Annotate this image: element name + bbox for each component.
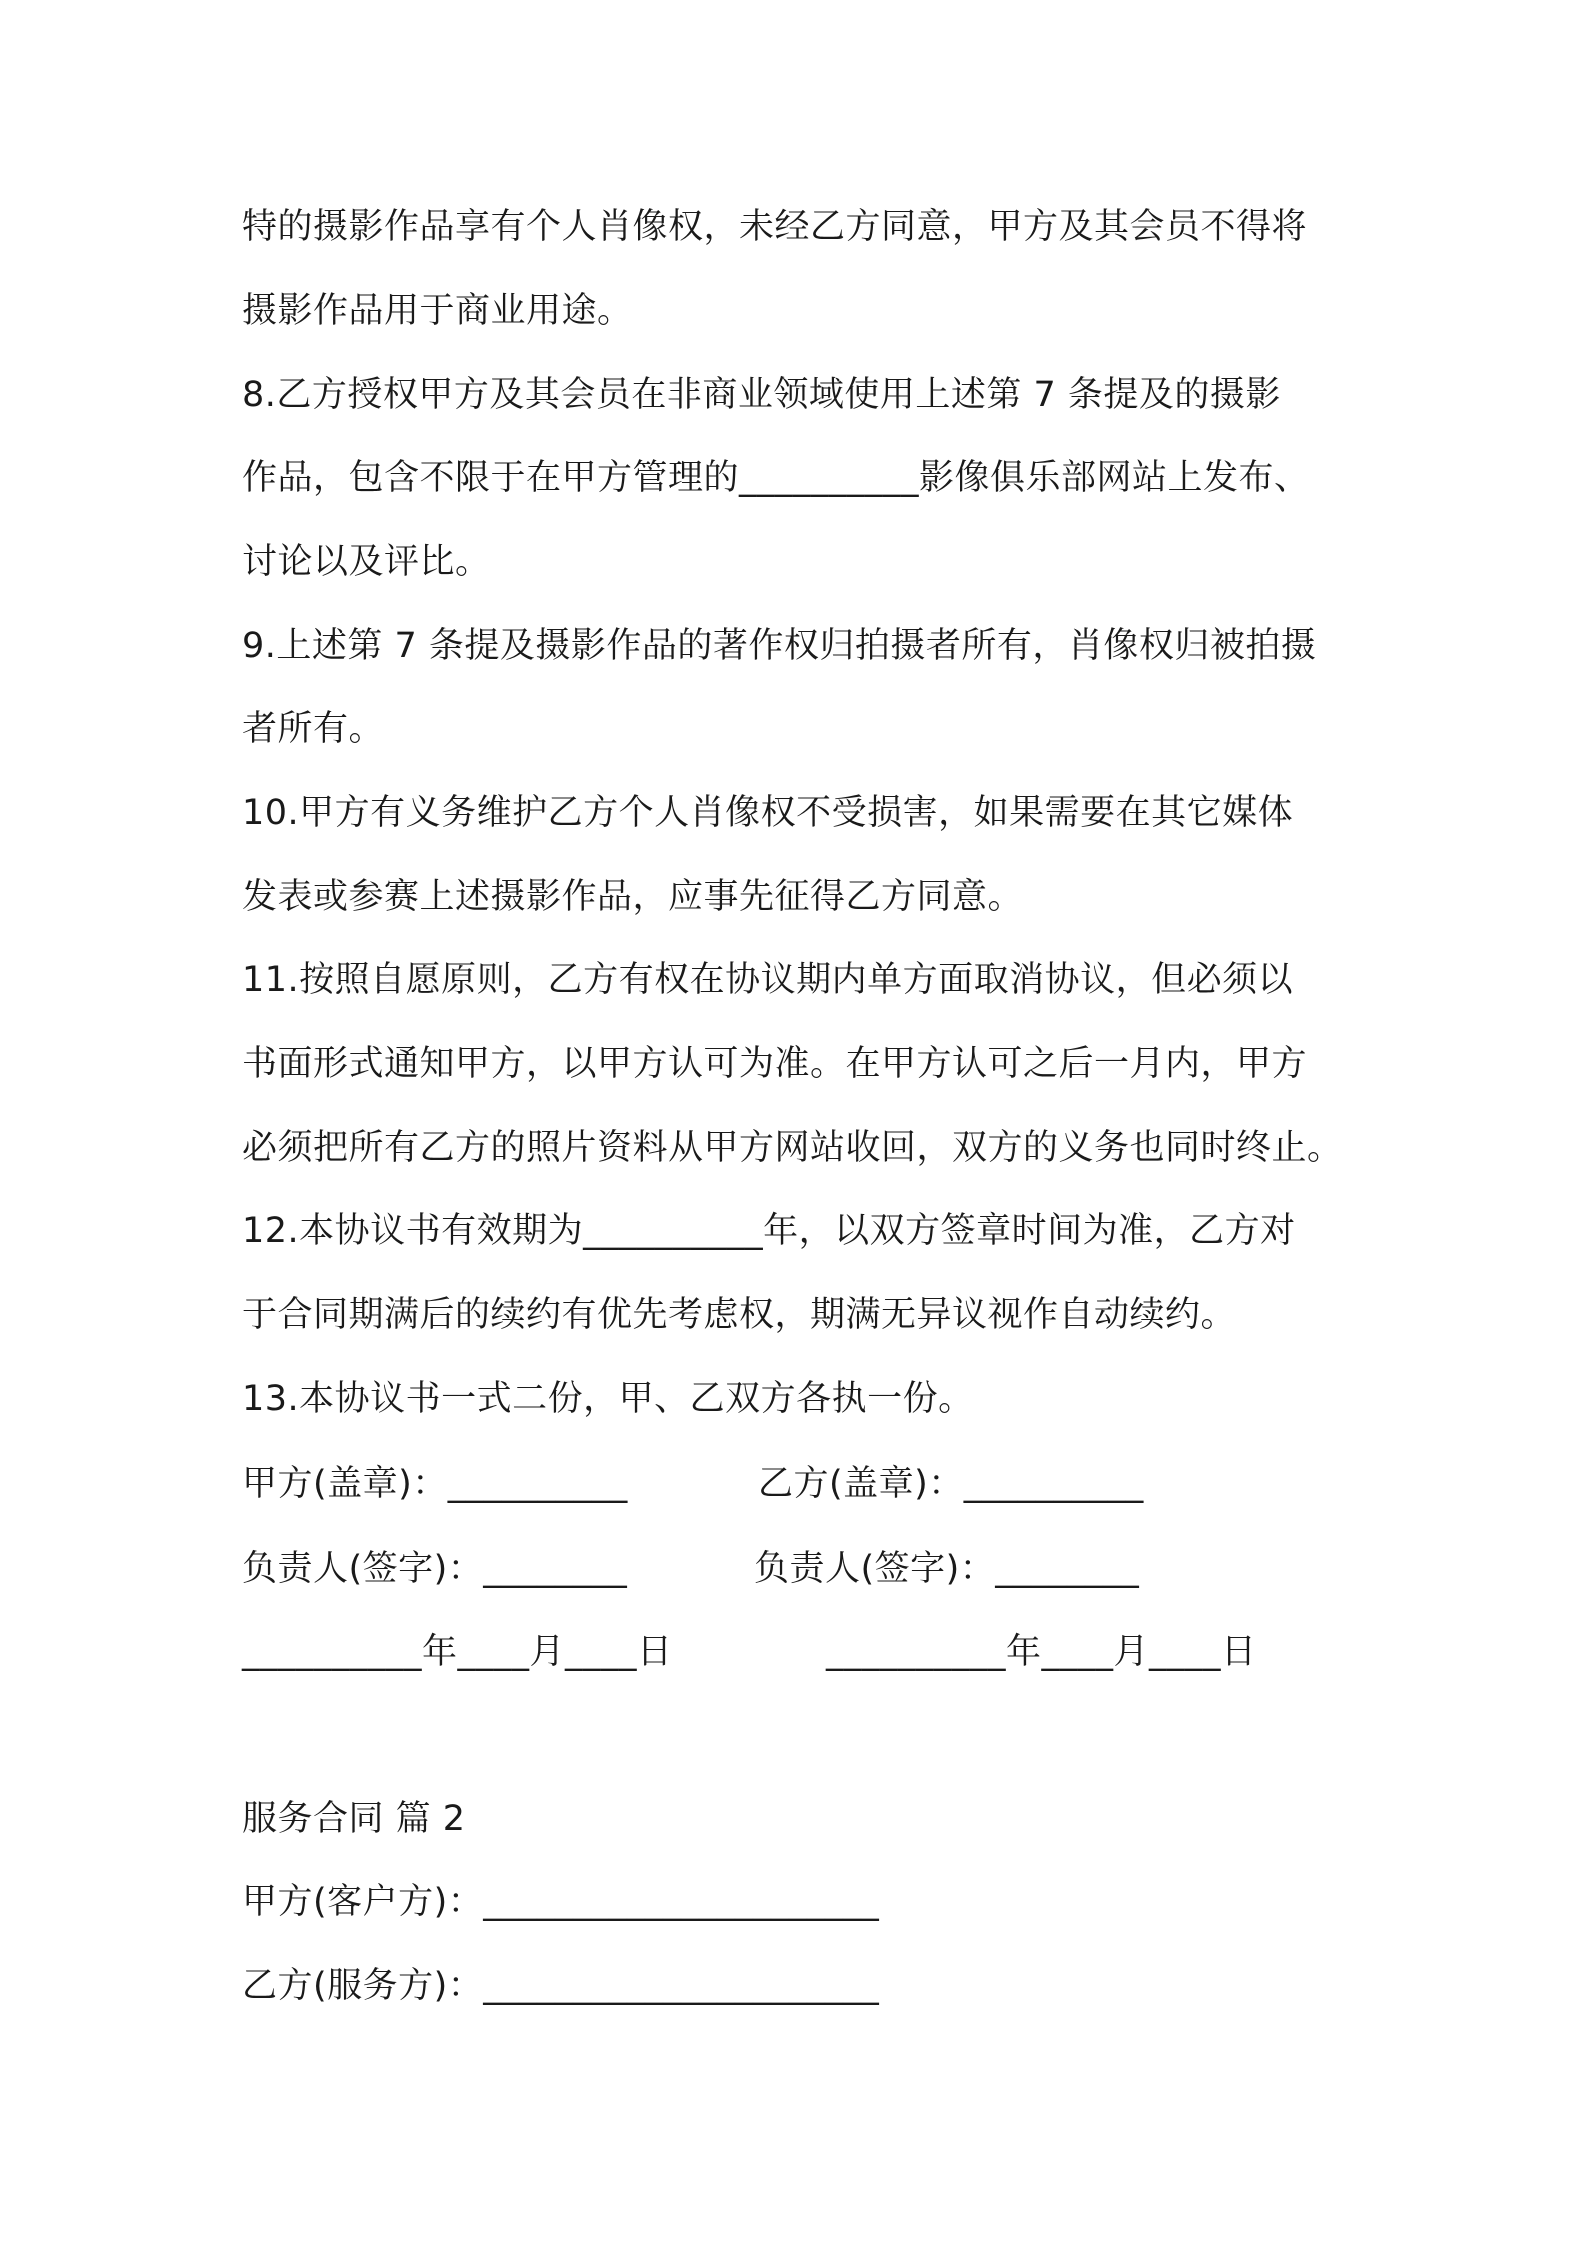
clause-11-line: 11.按照自愿原则，乙方有权在协议期内单方面取消协议，但必须以: [242, 960, 1294, 1000]
client-party-field: 甲方(客户方)：______________________: [242, 1882, 880, 1922]
party-b-date-field: __________年____月____日: [826, 1632, 1257, 1672]
paragraph-line: 者所有。: [242, 709, 385, 749]
party-a-date-field: __________年____月____日: [242, 1632, 673, 1672]
section-heading: 服务合同 篇 2: [242, 1799, 466, 1839]
clause-10-line: 10.甲方有义务维护乙方个人肖像权不受损害，如果需要在其它媒体: [242, 793, 1294, 833]
clause-12-line: 12.本协议书有效期为__________年，以双方签章时间为准，乙方对: [242, 1211, 1296, 1251]
clause-9-line: 9.上述第 7 条提及摄影作品的著作权归拍摄者所有，肖像权归被拍摄: [242, 626, 1317, 666]
provider-party-field: 乙方(服务方)：______________________: [242, 1966, 880, 2006]
paragraph-line: 作品，包含不限于在甲方管理的__________影像俱乐部网站上发布、: [242, 458, 1310, 498]
clause-8-line: 8.乙方授权甲方及其会员在非商业领域使用上述第 7 条提及的摄影: [242, 375, 1281, 415]
paragraph-line: 必须把所有乙方的照片资料从甲方网站收回，双方的义务也同时终止。: [242, 1128, 1343, 1168]
party-b-seal-field: 乙方(盖章)：__________: [758, 1464, 1144, 1504]
paragraph-line: 摄影作品用于商业用途。: [242, 291, 633, 331]
clause-13-line: 13.本协议书一式二份，甲、乙双方各执一份。: [242, 1379, 974, 1419]
party-b-signatory-field: 负责人(签字)：________: [754, 1549, 1140, 1589]
paragraph-line: 于合同期满后的续约有优先考虑权，期满无异议视作自动续约。: [242, 1295, 1237, 1335]
paragraph-line: 讨论以及评比。: [242, 542, 491, 582]
paragraph-line: 书面形式通知甲方，以甲方认可为准。在甲方认可之后一月内，甲方: [242, 1044, 1308, 1084]
paragraph-line: 发表或参赛上述摄影作品，应事先征得乙方同意。: [242, 877, 1024, 917]
party-a-seal-field: 甲方(盖章)：__________: [242, 1464, 628, 1504]
party-a-signatory-field: 负责人(签字)：________: [242, 1549, 628, 1589]
paragraph-line: 特的摄影作品享有个人肖像权，未经乙方同意，甲方及其会员不得将: [242, 207, 1308, 247]
